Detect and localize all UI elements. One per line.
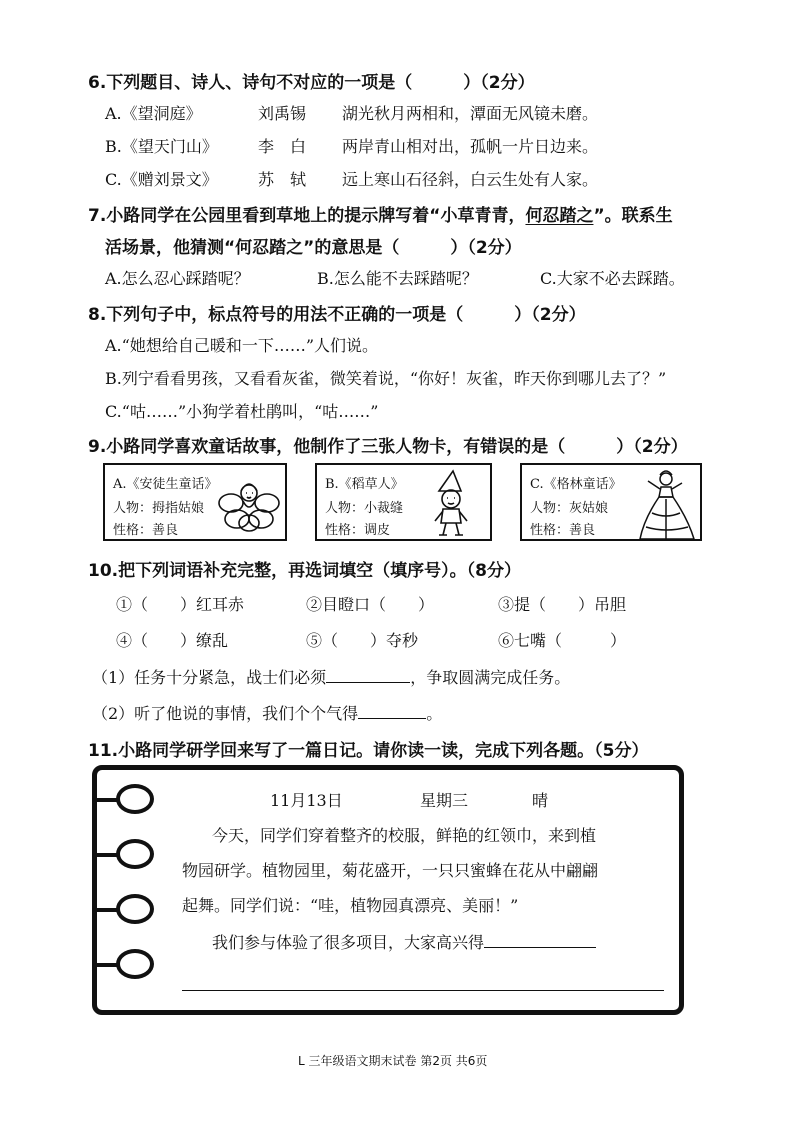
q9-card-a [103,463,287,541]
q10-sentence-2: （2）听了他说的事情，我们个个气得 。 [92,704,443,723]
q8-title: 8.下列句子中，标点符号的用法不正确的一项是（ ）（2分） [88,305,586,325]
q10-word-3: ③提（ ）吊胆 [498,595,627,614]
cinderella-illustration [636,467,698,541]
q9-card-c [520,463,702,541]
diary-blank-2[interactable] [182,990,664,991]
q9-card-c-book: C.《格林童话》 [530,477,622,492]
q6-option-c-line: 远上寒山石径斜，白云生处有人家。 [342,170,599,189]
diary-blank-1[interactable] [484,947,596,948]
diary-paragraph-line-1: 今天，同学们穿着整齐的校服，鲜艳的红领巾，来到植 [212,826,597,845]
diary-box [92,765,684,1015]
q7-option-c: C.大家不必去踩踏。 [540,269,685,288]
q7-option-b: B.怎么能不去踩踏呢？ [317,269,478,288]
notebook-ring-1 [116,784,154,814]
q6-option-a-poet: 刘禹锡 [258,104,307,123]
q6-option-a-label: A.《望洞庭》 [105,104,202,123]
q9-card-b-trait: 性格：调皮 [325,523,391,538]
q9-card-a-book: A.《安徒生童话》 [113,477,218,492]
q9-title: 9.小路同学喜欢童话故事，他制作了三张人物卡，有错误的是（ ）（2分） [88,437,688,457]
notebook-ring-3 [116,894,154,924]
page-footer: L 三年级语文期末试卷 第2页 共6页 [298,1054,488,1068]
q6-option-b-label: B.《望天门山》 [105,137,218,156]
q8-option-b: B.列宁看看男孩，又看看灰雀，微笑着说，“你好！灰雀，昨天你到哪儿去了？” [105,369,667,388]
q6-title: 6.下列题目、诗人、诗句不对应的一项是（ ）（2分） [88,73,535,93]
q9-card-c-person: 人物：灰姑娘 [530,501,609,516]
notebook-ring-2 [116,839,154,869]
q9-card-b-book: B.《稻草人》 [325,477,404,492]
diary-paragraph-line-3: 起舞。同学们说：“哇，植物园真漂亮、美丽！” [182,896,519,915]
q7-option-a: A.怎么忍心踩踏呢？ [105,269,250,288]
little-tailor-illustration [429,469,473,539]
thumbelina-flower-illustration [217,471,281,535]
q9-card-c-trait: 性格：善良 [530,523,596,538]
q9-card-b [315,463,492,541]
q10-blank-2[interactable] [358,718,426,719]
q6-option-c-label: C.《赠刘景文》 [105,170,218,189]
q6-option-a-line: 湖光秋月两相和，潭面无风镜未磨。 [342,104,599,123]
q9-card-b-person: 人物：小裁缝 [325,501,404,516]
q10-title: 10.把下列词语补充完整，再选词填空（填序号）。（8分） [88,561,521,581]
q9-card-a-trait: 性格：善良 [113,523,179,538]
q6-option-b-poet: 李 白 [258,137,307,156]
q7-underlined-phrase: 何忍踏之 [525,206,594,226]
q9-card-a-person: 人物：拇指姑娘 [113,501,205,516]
diary-weekday: 星期三 [420,791,469,810]
q6-option-b-line: 两岸青山相对出，孤帆一片日边来。 [342,137,599,156]
q7-line-1: 7.小路同学在公园里看到草地上的提示牌写着“小草青青，何忍踏之”。联系生 [88,206,673,226]
q8-option-c: C.“咕……”小狗学着杜鹃叫，“咕……” [105,402,379,421]
q10-word-1: ①（ ）红耳赤 [116,595,245,614]
q10-word-2: ②目瞪口（ ） [306,595,435,614]
q10-sentence-1: （1）任务十分紧急，战士们必须 ，争取圆满完成任务。 [92,668,571,687]
q10-word-6: ⑥七嘴（ ） [498,631,627,650]
diary-weather: 晴 [532,791,549,810]
q6-option-c-poet: 苏 轼 [258,170,307,189]
diary-date: 11月13日 [270,791,343,810]
q10-blank-1[interactable] [326,682,410,683]
q8-option-a: A.“她想给自己暖和一下……”人们说。 [105,336,379,355]
diary-paragraph-line-2: 物园研学。植物园里，菊花盛开，一只只蜜蜂在花从中翩翩 [182,861,599,880]
notebook-ring-4 [116,949,154,979]
diary-paragraph-line-4: 我们参与体验了很多项目，大家高兴得 [212,930,596,953]
q11-title: 11.小路同学研学回来写了一篇日记。请你读一读，完成下列各题。（5分） [88,741,649,761]
q7-line-2: 活场景，他猜测“何忍踏之”的意思是（ ）（2分） [105,238,522,258]
q10-word-4: ④（ ）缭乱 [116,631,229,650]
q10-word-5: ⑤（ ）夺秒 [306,631,419,650]
